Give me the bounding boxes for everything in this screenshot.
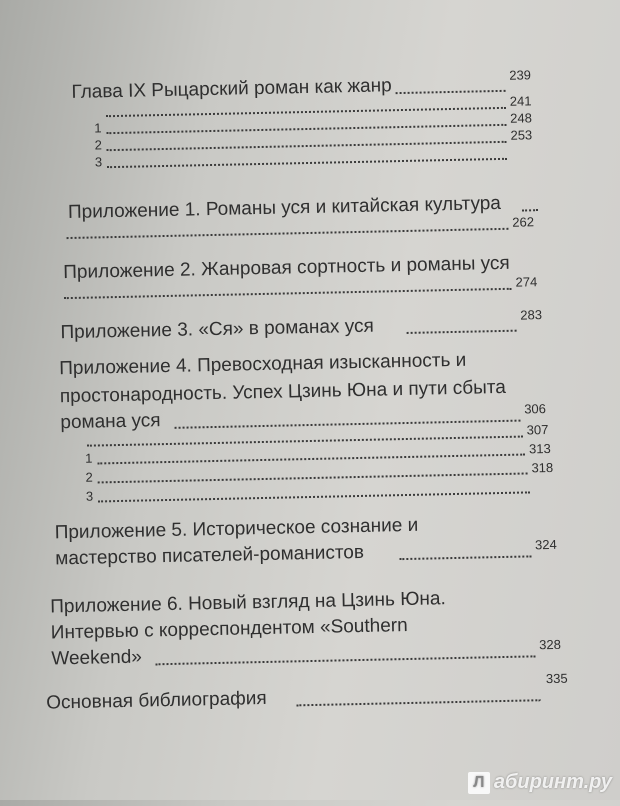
leader-dots (67, 228, 509, 239)
leader-dots (98, 491, 530, 502)
toc-appendix-4-sub-page: 307 (526, 422, 549, 438)
toc-chapter-9-sub-num: 2 (94, 137, 103, 153)
toc-appendix-6-line-1: Приложение 6. Новый взгляд на Цзинь Юна. (50, 588, 446, 618)
toc-appendix-6-line-2: Интервью с корреспондентом «Southern (50, 615, 408, 644)
toc-appendix-4-line-2: простонародность. Успех Цзинь Юна и пути сбыта (59, 376, 507, 408)
leader-dots (175, 420, 521, 429)
toc-appendix-6-page: 328 (539, 636, 562, 653)
toc-appendix-4-page: 306 (524, 401, 547, 417)
leader-dots (107, 158, 507, 168)
toc-appendix-1-page: 262 (512, 214, 535, 230)
leader-dots (98, 472, 528, 483)
toc-appendix-2-page: 274 (515, 274, 538, 290)
toc-appendix-3-page: 283 (520, 307, 543, 323)
leader-dots (296, 699, 540, 706)
toc-appendix-4-sub-page: 313 (528, 440, 551, 457)
toc-chapter-9-page: 239 (509, 67, 532, 83)
leader-dots (107, 141, 507, 151)
leader-dots (64, 288, 512, 299)
leader-dots (106, 107, 506, 117)
leader-dots (87, 436, 523, 447)
toc-chapter-9-sub-page: 253 (510, 127, 533, 143)
toc-appendix-4-line-1: Приложение 4. Превосходная изысканность и (59, 349, 467, 380)
toc-appendix-4-sub-page: 318 (531, 459, 554, 476)
toc-bibliography-page: 335 (545, 670, 568, 687)
toc-appendix-4-sub-num: 3 (85, 488, 94, 504)
leader-dots (396, 90, 506, 94)
toc-appendix-5-page: 324 (534, 536, 557, 553)
toc-appendix-4-sub-num: 1 (85, 450, 93, 466)
toc-appendix-3-title: Приложение 3. «Ся» в романах уся (60, 315, 375, 344)
leader-dots (97, 454, 525, 465)
watermark-text: абиринт.ру (493, 771, 612, 793)
labirint-logo-icon: Л (468, 772, 490, 794)
leader-dots (522, 209, 538, 211)
leader-dots (399, 555, 531, 560)
toc-appendix-5-line-2: мастерство писателей-романистов (55, 541, 365, 570)
toc-appendix-6-line-3: Weekend» (51, 646, 143, 670)
leader-dots (106, 124, 506, 134)
leader-dots (155, 655, 535, 665)
toc-appendix-4-sub-num: 2 (85, 469, 93, 485)
toc-appendix-1-title: Приложение 1. Романы уся и китайская культура (67, 192, 502, 224)
toc-chapter-9-sub-num: 1 (94, 120, 102, 136)
toc-chapter-9-title: Глава IX Рыцарский роман как жанр (71, 75, 392, 103)
toc-appendix-4-line-3: романа уся (60, 410, 161, 434)
toc-appendix-5-line-1: Приложение 5. Историческое сознание и (54, 514, 419, 544)
toc-appendix-2-title: Приложение 2. Жанровая сортность и романы уся (63, 252, 510, 284)
toc-bibliography-title: Основная библиография (46, 687, 267, 714)
toc-chapter-9-sub-page: 241 (509, 93, 532, 109)
toc-chapter-9-sub-page: 248 (509, 110, 532, 126)
toc-chapter-9-sub-num: 3 (94, 154, 103, 170)
site-watermark (468, 771, 612, 794)
leader-dots (407, 330, 517, 334)
